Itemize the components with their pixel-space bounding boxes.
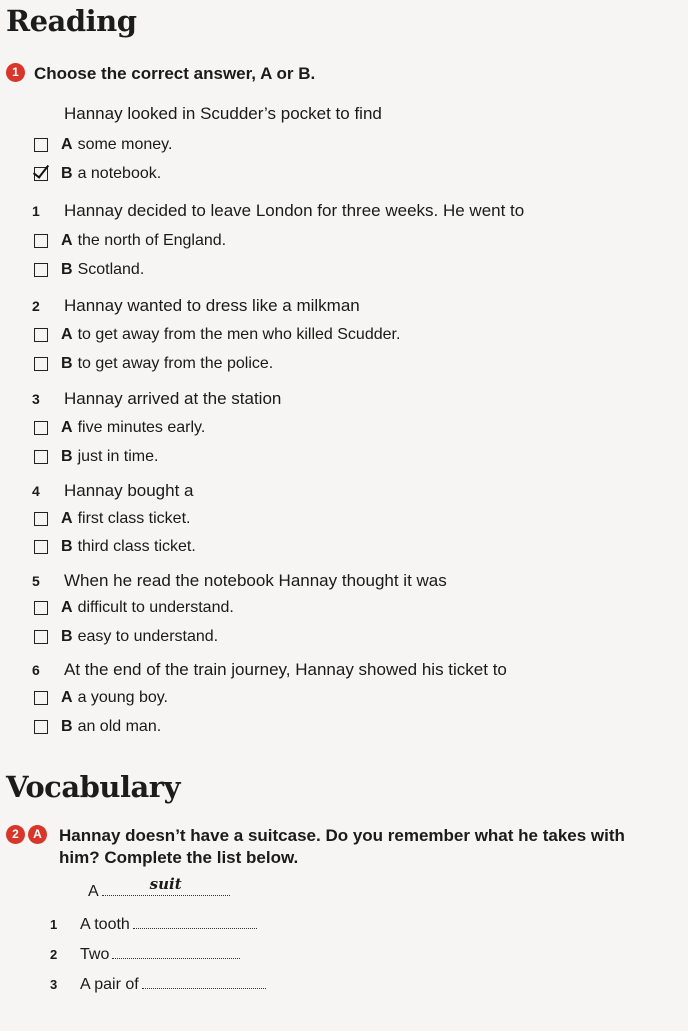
checkbox[interactable] [34,630,48,644]
vocab-answer: suit [149,875,182,893]
option-6-a[interactable] [34,689,168,707]
vocab-blank[interactable] [133,914,257,929]
vocab-number: 1 [50,917,58,932]
vocab-item-text: A tooth [80,916,130,933]
checkbox[interactable] [34,450,48,464]
option-4-b[interactable] [34,538,196,556]
reading-task-heading [6,63,315,85]
question-text: At the end of the train journey, Hannay showed his ticket to [64,660,507,679]
task-number-badge: 2 [6,825,25,844]
option-text: easy to understand. [77,628,219,645]
option-1-a[interactable] [34,232,226,250]
vocab-item-text: A [88,883,99,900]
checkbox[interactable] [34,720,48,734]
option-letter: A [61,136,73,153]
question-text: Hannay arrived at the station [64,389,282,408]
checkbox[interactable] [34,691,48,705]
checkbox[interactable] [34,421,48,435]
vocab-item-example [88,875,230,901]
checkbox[interactable] [34,357,48,371]
option-3-b[interactable] [34,448,158,466]
option-letter: B [61,355,73,372]
option-text: five minutes early. [77,419,206,436]
option-letter: A [61,689,73,706]
option-text: Scotland. [77,261,145,278]
option-4-a[interactable] [34,510,190,528]
reading-title: Reading [6,4,137,38]
option-3-a[interactable] [34,419,205,437]
option-example-b[interactable] [34,165,161,183]
task-instruction-line-2: him? Complete the list below. [59,848,299,867]
checkbox[interactable] [34,540,48,554]
question-text: Hannay bought a [64,481,194,500]
checkbox[interactable] [34,234,48,248]
option-letter: A [61,232,73,249]
option-letter: B [61,538,73,555]
vocab-blank-filled[interactable] [102,875,230,896]
option-2-b[interactable] [34,355,273,373]
option-letter: A [61,599,73,616]
option-letter: A [61,326,73,343]
option-text: some money. [77,136,173,153]
vocab-item-1 [50,914,257,934]
option-text: a notebook. [77,165,162,182]
option-text: a young boy. [77,689,168,706]
option-5-a[interactable] [34,599,234,617]
option-2-a[interactable] [34,326,400,344]
question-6 [32,660,507,680]
question-2 [32,296,360,316]
checkbox[interactable] [34,138,48,152]
vocab-number: 3 [50,977,58,992]
option-letter: B [61,261,73,278]
option-letter: B [61,718,73,735]
task-instruction-line-1: Hannay doesn’t have a suitcase. Do you remember what he takes with [59,826,625,845]
question-number: 2 [32,298,40,314]
task-sub-badge: A [28,825,47,844]
question-number: 1 [32,203,40,219]
vocab-item-2 [50,944,240,964]
option-letter: B [61,165,73,182]
question-example [32,104,382,124]
vocab-number: 2 [50,947,58,962]
vocabulary-title: Vocabulary [6,770,180,804]
option-text: just in time. [77,448,159,465]
vocab-blank[interactable] [112,944,240,959]
option-example-a[interactable] [34,136,172,154]
option-text: third class ticket. [77,538,196,555]
option-text: to get away from the men who killed Scudder. [77,326,401,343]
checkbox[interactable] [34,601,48,615]
question-number: 6 [32,662,40,678]
question-5 [32,571,447,591]
question-text: When he read the notebook Hannay thought it was [64,571,447,590]
question-text: Hannay wanted to dress like a milkman [64,296,360,315]
option-6-b[interactable] [34,718,161,736]
vocabulary-task-heading [6,825,625,869]
option-5-b[interactable] [34,628,218,646]
vocab-item-text: A pair of [80,976,139,993]
checkbox[interactable] [34,263,48,277]
task-instruction [59,825,625,869]
checkbox[interactable] [34,328,48,342]
option-letter: A [61,510,73,527]
question-text: Hannay looked in Scudder’s pocket to find [64,104,382,123]
checkbox[interactable] [34,512,48,526]
question-1 [32,201,524,221]
vocab-item-text: Two [80,946,110,963]
task-instruction: Choose the correct answer, A or B. [34,64,316,83]
option-text: to get away from the police. [77,355,274,372]
question-4 [32,481,194,501]
checkbox-checked[interactable] [34,167,48,181]
option-text: the north of England. [77,232,227,249]
question-text: Hannay decided to leave London for three weeks. He went to [64,201,525,220]
option-letter: B [61,448,73,465]
vocab-blank[interactable] [142,974,266,989]
question-3 [32,389,281,409]
task-number-badge: 1 [6,63,25,82]
option-1-b[interactable] [34,261,144,279]
option-text: an old man. [77,718,162,735]
question-number: 4 [32,483,40,499]
option-text: difficult to understand. [77,599,234,616]
vocab-item-3 [50,974,266,994]
option-letter: B [61,628,73,645]
question-number: 3 [32,391,40,407]
option-letter: A [61,419,73,436]
option-text: first class ticket. [77,510,191,527]
question-number: 5 [32,573,40,589]
